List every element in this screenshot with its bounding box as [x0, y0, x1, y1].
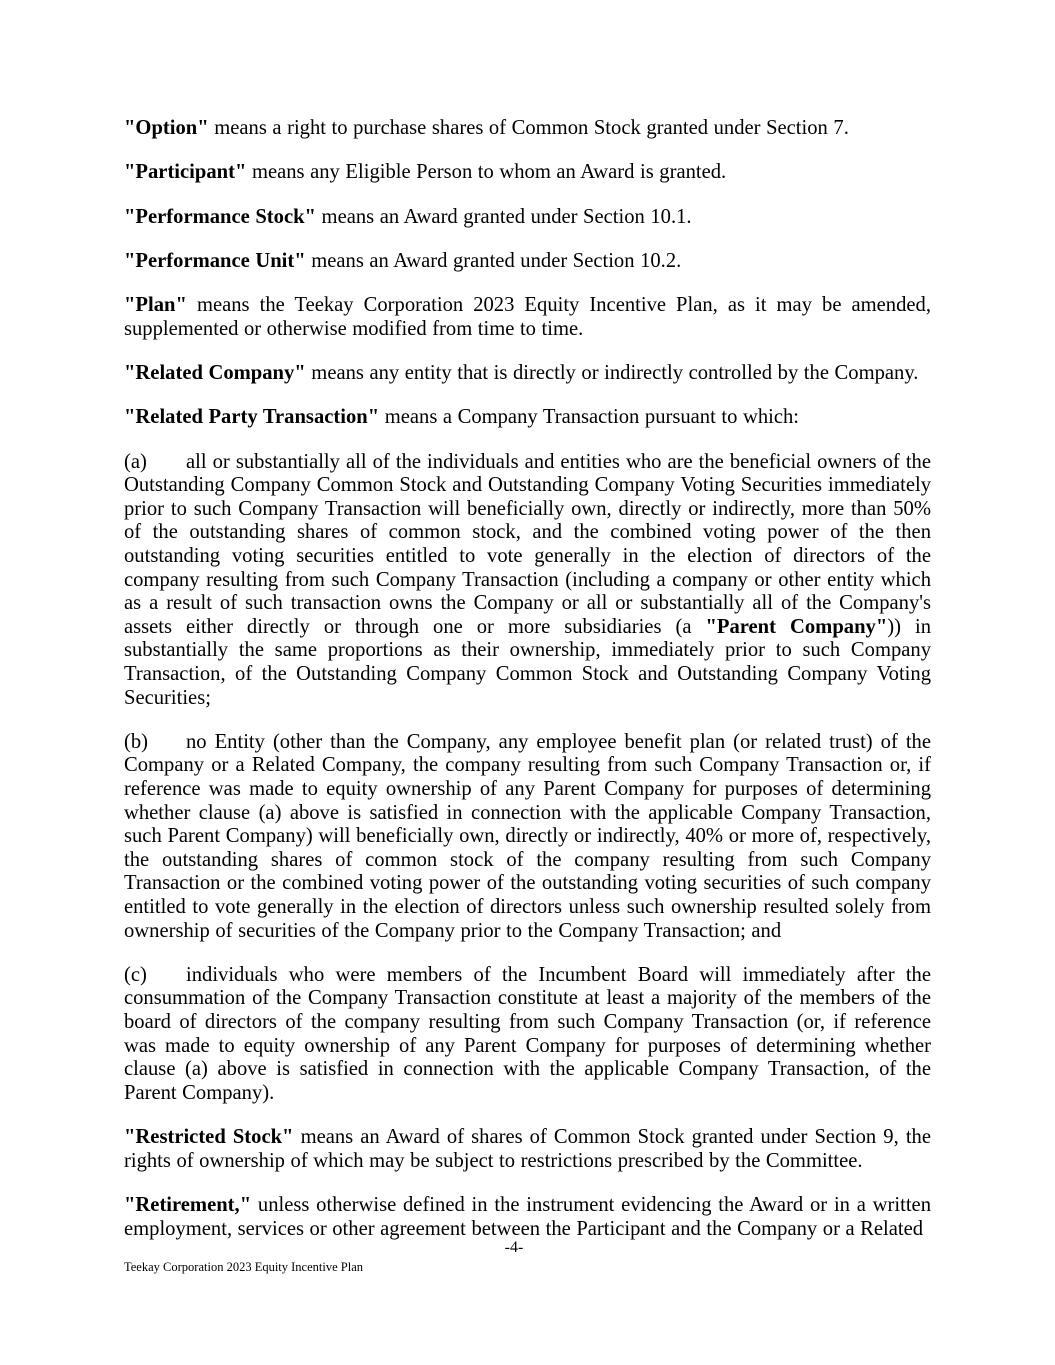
definition-participant [124, 161, 931, 185]
clause-text: all or substantially all of the individuals and entities who are the beneficial owners of the Outstanding Company Common Stock and Outstanding Company Voting Securities immediately prior to such Company Transaction will beneficially own, directly or indirectly, more than 50% of the outstanding shares of common stock, and the combined voting power of the then outstanding voting securities entitled to vote generally in the election of directors of the company resulting from such Company Transaction (including a company or other entity which as a result of such transaction owns the Company or all or substantially all of the Company's assets either directly or through one or more subsidiaries (a [124, 450, 931, 638]
definition-text: means an Award granted under Section 10.1. [315, 205, 692, 228]
definition-text: means an Award of shares of Common Stock granted under Section 9, the rights of ownership of which may be subject to restrictions prescribed by the Committee. [124, 1126, 931, 1172]
defined-term: "Performance Unit" [124, 249, 306, 272]
clause-c [124, 964, 931, 1106]
defined-term: "Related Company" [124, 362, 306, 384]
defined-term: "Related Party Transaction" [124, 406, 380, 429]
clause-label: (b) [124, 730, 149, 753]
definition-retirement [124, 1194, 931, 1241]
definition-text: means any entity that is directly or indirectly controlled by the Company. [305, 362, 919, 384]
defined-term: "Option" [124, 117, 209, 139]
definition-text: means an Award granted under Section 10.2. [305, 249, 682, 272]
definition-text: means the Teekay Corporation 2023 Equity Incentive Plan, as it may be amended, supplemented or otherwise modified from time to time. [124, 294, 931, 340]
defined-term: "Plan" [124, 294, 187, 317]
definition-text: unless otherwise defined in the instrument evidencing the Award or in a written employment, services or other agreement between the Participant and the Company or a Related [124, 1193, 931, 1240]
defined-term: "Performance Stock" [124, 205, 316, 228]
clause-text: )) in substantially the same proportions as their ownership, immediately prior to such Company Transaction, of the Outstanding Company Common Stock and Outstanding Company Voting Securities; [124, 615, 931, 709]
defined-term: "Restricted Stock" [124, 1126, 294, 1149]
definition-performance-unit [124, 250, 931, 274]
definition-plan [124, 294, 931, 341]
defined-term: "Parent Company" [705, 615, 888, 638]
clause-label: (a) [124, 450, 147, 473]
clause-a [124, 451, 931, 711]
definition-performance-stock [124, 206, 931, 230]
definition-text: means a Company Transaction pursuant to which: [379, 406, 800, 429]
definition-related-party-transaction [124, 406, 931, 430]
clause-label: (c) [124, 963, 147, 986]
clause-text: individuals who were members of the Incumbent Board will immediately after the consummation of the Company Transaction constitute at least a majority of the members of the board of directors of the company resulting from such Company Transaction (or, if reference was made to equity ownership of any Parent Company for purposes of determining whether clause (a) above is satisfied in connection with the applicable Company Transaction, of the Parent Company). [124, 963, 931, 1104]
clause-text: no Entity (other than the Company, any employee benefit plan (or related trust) of the Company or a Related Company, the company resulting from such Company Transaction or, if reference was made to equity ownership of any Parent Company for purposes of determining whether clause (a) above is satisfied in connection with the applicable Company Transaction, such Parent Company) will beneficially own, directly or indirectly, 40% or more of, respectively, the outstanding shares of common stock of the company resulting from such Company Transaction or the combined voting power of the outstanding voting securities of such company entitled to vote generally in the election of directors unless such ownership resulted solely from ownership of securities of the Company prior to the Company Transaction; and [124, 730, 931, 942]
defined-term: "Retirement," [124, 1193, 252, 1216]
definition-text: means any Eligible Person to whom an Award is granted. [246, 161, 727, 184]
clause-b [124, 731, 931, 943]
defined-term: "Participant" [124, 161, 247, 184]
definition-related-company [124, 362, 931, 386]
page-number: -4- [504, 1239, 524, 1256]
definition-text: means a right to purchase shares of Common Stock granted under Section 7. [208, 117, 849, 139]
footer-document-title: Teekay Corporation 2023 Equity Incentive Plan [124, 1260, 363, 1274]
definition-restricted-stock [124, 1126, 931, 1173]
definition-option [124, 117, 931, 141]
page-body [124, 117, 931, 1262]
